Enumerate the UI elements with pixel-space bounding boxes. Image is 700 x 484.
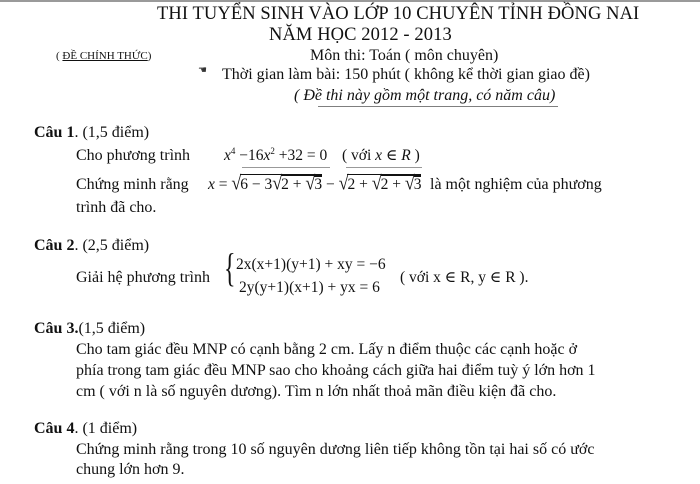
exam-year: NĂM HỌC 2012 - 2013 (269, 25, 452, 45)
question-2-heading (34, 237, 149, 255)
equation-underline (242, 167, 330, 168)
system-brace: { (224, 245, 236, 290)
condition-underline (346, 167, 422, 168)
question-1-line3: trình đã cho. (76, 199, 157, 216)
question-1-line2-prefix: Chứng minh rằng (76, 176, 189, 193)
hand-icon: ☚ (198, 65, 207, 76)
page-top-border (0, 0, 700, 2)
time-line: Thời gian làm bài: 150 phút ( không kể thời gian giao đề) (222, 66, 590, 83)
question-2-points: . (2,5 điểm) (74, 237, 150, 254)
question-4-label: Câu 4 (34, 420, 75, 437)
question-1-root-expression: x = √6 − 3√2 + √3 − √2 + √2 + √3 (208, 171, 422, 194)
question-3-label: Câu 3. (34, 320, 79, 337)
question-2-condition: ( với x ∈ R, y ∈ R ). (400, 269, 529, 286)
system-equation-2: 2y(y+1)(x+1) + yx = 6 (239, 279, 380, 296)
official-badge: ( ĐỀ CHÍNH THỨC) (56, 50, 152, 62)
question-4-heading (34, 420, 137, 438)
question-3-points: (1,5 điểm) (78, 320, 146, 337)
note-underline (318, 106, 558, 107)
exam-note: ( Đề thi này gồm một trang, có năm câu) (294, 87, 556, 104)
question-3-line-3: cm ( với n là số nguyên dương). Tìm n lớn nhất thoả mãn điều kiện đã cho. (76, 383, 557, 400)
question-1-label: Câu 1 (34, 124, 75, 141)
question-4-line-2: chung lớn hơn 9. (76, 461, 185, 478)
question-1-condition: ( với x ∈ R ) (342, 147, 420, 164)
question-3-line-2: phía trong tam giác đều MNP sao cho khoảng cách giữa hai điểm tuỳ ý lớn hơn 1 (76, 362, 596, 379)
question-1-line1-prefix: Cho phương trình (76, 147, 191, 164)
question-2-label: Câu 2 (34, 237, 75, 254)
official-label: ĐỀ CHÍNH THỨC (62, 50, 148, 62)
question-2-prefix: Giải hệ phương trình (76, 269, 210, 286)
question-3-line-1: Cho tam giác đều MNP có cạnh bằng 2 cm. Lấy n điểm thuộc các cạnh hoặc ở (76, 341, 578, 358)
exam-title: THI TUYỂN SINH VÀO LỚP 10 CHUYÊN TỈNH ĐỒNG NAI (157, 4, 640, 24)
question-1-equation: $x^4 -16x^2 +32 = 0$ (224, 146, 328, 164)
question-4-points: . (1 điểm) (74, 420, 138, 437)
question-3-heading (34, 320, 145, 338)
subject-line: Môn thi: Toán ( môn chuyên) (310, 47, 499, 64)
question-1-heading (34, 124, 149, 142)
question-1-line2-suffix: là một nghiệm của phương (430, 176, 602, 193)
question-1-points: . (1,5 điểm) (74, 124, 150, 141)
system-equation-1: 2x(x+1)(y+1) + xy = −6 (236, 256, 386, 273)
question-4-line-1: Chứng minh rằng trong 10 số nguyên dương liên tiếp không tồn tại hai số có ước (76, 441, 595, 458)
